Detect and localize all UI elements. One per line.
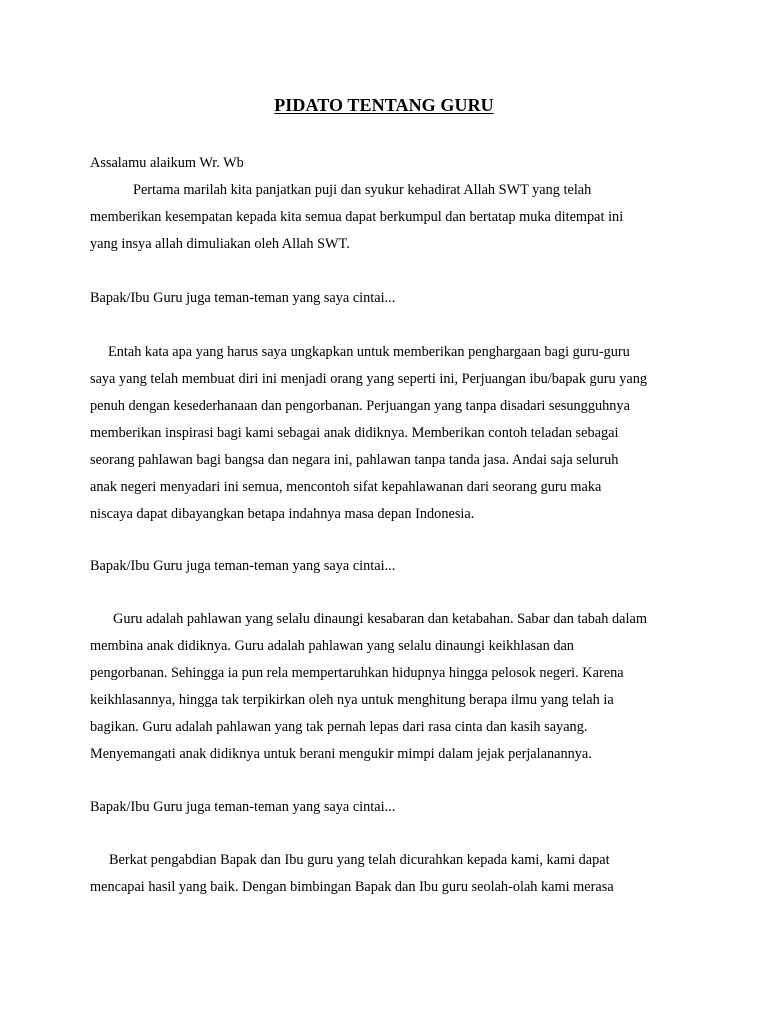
paragraph-line: anak negeri menyadari ini semua, mencontoh sifat kepahlawanan dari seorang guru maka (90, 479, 602, 495)
paragraph-line: Guru adalah pahlawan yang selalu dinaungi kesabaran dan ketabahan. Sabar dan tabah dalam (113, 611, 647, 627)
paragraph-line: memberikan inspirasi bagi kami sebagai anak didiknya. Memberikan contoh teladan sebagai (90, 425, 619, 441)
paragraph-line: membina anak didiknya. Guru adalah pahlawan yang selalu dinaungi keikhlasan dan (90, 638, 574, 654)
paragraph-line: Entah kata apa yang harus saya ungkapkan untuk memberikan penghargaan bagi guru-guru (108, 344, 630, 360)
paragraph-line: pengorbanan. Sehingga ia pun rela mempertaruhkan hidupnya hingga pelosok negeri. Karena (90, 665, 624, 681)
paragraph-line: niscaya dapat dibayangkan betapa indahnya masa depan Indonesia. (90, 506, 475, 522)
paragraph-line: memberikan kesempatan kepada kita semua dapat berkumpul dan bertatap muka ditempat ini (90, 209, 624, 225)
paragraph-line: Menyemangati anak didiknya untuk berani mengukir mimpi dalam jejak perjalanannya. (90, 746, 592, 762)
document-title: PIDATO TENTANG GURU (274, 95, 494, 115)
paragraph-line: saya yang telah membuat diri ini menjadi orang yang seperti ini, Perjuangan ibu/bapak guru yang (90, 371, 648, 387)
address-line: Bapak/Ibu Guru juga teman-teman yang saya cintai... (90, 799, 396, 815)
address-line: Bapak/Ibu Guru juga teman-teman yang saya cintai... (90, 558, 396, 574)
paragraph-line: mencapai hasil yang baik. Dengan bimbingan Bapak dan Ibu guru seolah-olah kami merasa (90, 879, 614, 895)
paragraph-line: Pertama marilah kita panjatkan puji dan syukur kehadirat Allah SWT yang telah (133, 182, 592, 198)
address-line: Bapak/Ibu Guru juga teman-teman yang saya cintai... (90, 290, 396, 306)
paragraph-line: penuh dengan kesederhanaan dan pengorbanan. Perjuangan yang tanpa disadari sesungguhnya (90, 398, 630, 414)
paragraph-line: yang insya allah dimuliakan oleh Allah SWT. (90, 236, 350, 252)
paragraph-line: Berkat pengabdian Bapak dan Ibu guru yang telah dicurahkan kepada kami, kami dapat (109, 852, 610, 868)
greeting: Assalamu alaikum Wr. Wb (90, 155, 244, 171)
paragraph-line: bagikan. Guru adalah pahlawan yang tak pernah lepas dari rasa cinta dan kasih sayang. (90, 719, 588, 735)
paragraph-line: seorang pahlawan bagi bangsa dan negara ini, pahlawan tanpa tanda jasa. Andai saja seluruh (90, 452, 619, 468)
paragraph-line: keikhlasannya, hingga tak terpikirkan oleh nya untuk menghitung berapa ilmu yang telah ia (90, 692, 614, 708)
